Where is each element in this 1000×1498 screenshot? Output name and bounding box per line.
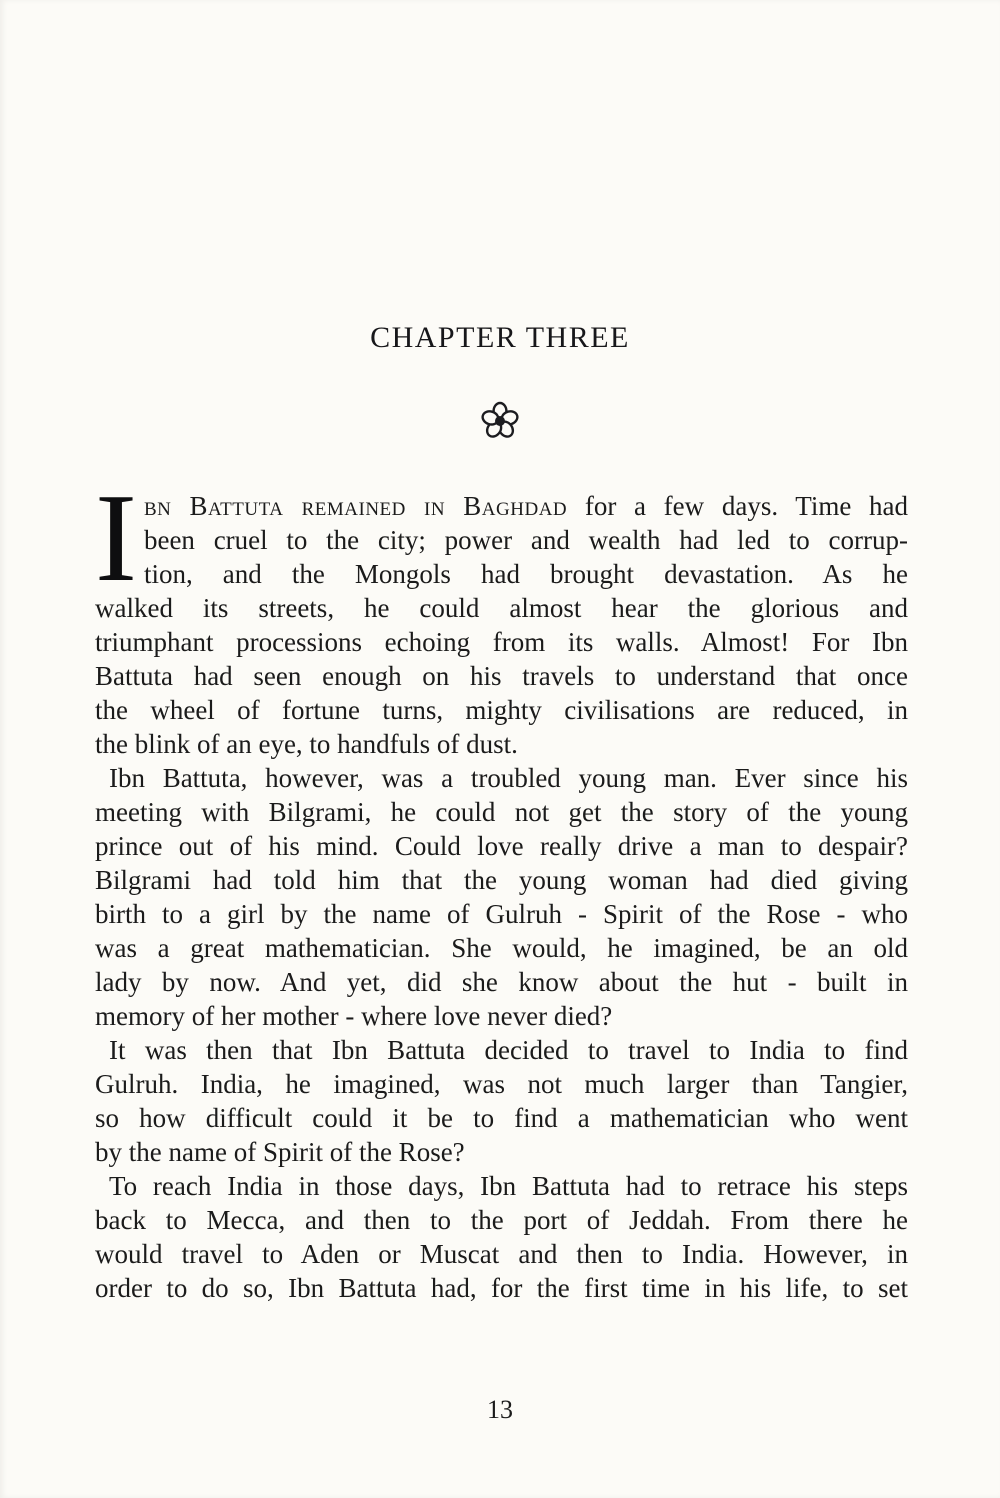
text-line: would travel to Aden or Muscat and then to India. However, in [95,1239,908,1269]
text-line: Bilgrami had told him that the young woman had died giving [95,865,908,895]
text-line: Ibn Battuta, however, was a troubled young man. Ever since his [109,763,908,793]
body-text [95,469,908,1305]
opening-line [95,489,908,523]
page-number: 13 [487,1395,513,1424]
dropcap-letter: I [95,469,137,608]
text-line: lady by now. And yet, did she know about the hut - built in [95,967,908,997]
text-line: memory of her mother - where love never died? [95,1001,613,1031]
text-line: so how difficult could it be to find a mathematician who went [95,1103,908,1133]
chapter-title: CHAPTER THREE [370,321,630,354]
text-line: prince out of his mind. Could love really drive a man to despair? [95,831,908,861]
text-line: order to do so, Ibn Battuta had, for the first time in his life, to set [95,1273,908,1303]
text-line: To reach India in those days, Ibn Battuta had to retrace his steps [109,1171,908,1201]
text-line: It was then that Ibn Battuta decided to travel to India to find [109,1035,908,1065]
text-line: Gulruh. India, he imagined, was not much larger than Tangier, [95,1069,908,1099]
text-line: birth to a girl by the name of Gulruh - Spirit of the Rose - who [95,899,908,929]
text-line: tion, and the Mongols had brought devastation. As he [143,559,908,589]
text-line: back to Mecca, and then to the port of Jeddah. From there he [95,1205,908,1235]
text-line: meeting with Bilgrami, he could not get the story of the young [95,797,908,827]
text-line: by the name of Spirit of the Rose? [95,1137,465,1167]
text-line: the wheel of fortune turns, mighty civilisations are reduced, in [95,695,908,725]
text-line: the blink of an eye, to handfuls of dust. [95,729,518,759]
chapter-ornament [0,401,1000,441]
text-line: walked its streets, he could almost hear the glorious and [95,593,908,623]
flower-ornament-icon [480,412,520,429]
text-line: Battuta had seen enough on his travels to understand that once [95,661,908,691]
opening-smallcaps: bn Battuta remained in Baghdad [143,491,568,521]
paragraph-lines [95,523,908,1305]
text-line: triumphant processions echoing from its walls. Almost! For Ibn [95,627,908,657]
text-line: was a great mathematician. She would, he imagined, be an old [95,933,908,963]
text-line: been cruel to the city; power and wealth had led to corrup- [143,525,908,555]
opening-rest: for a few days. Time had [567,491,908,521]
